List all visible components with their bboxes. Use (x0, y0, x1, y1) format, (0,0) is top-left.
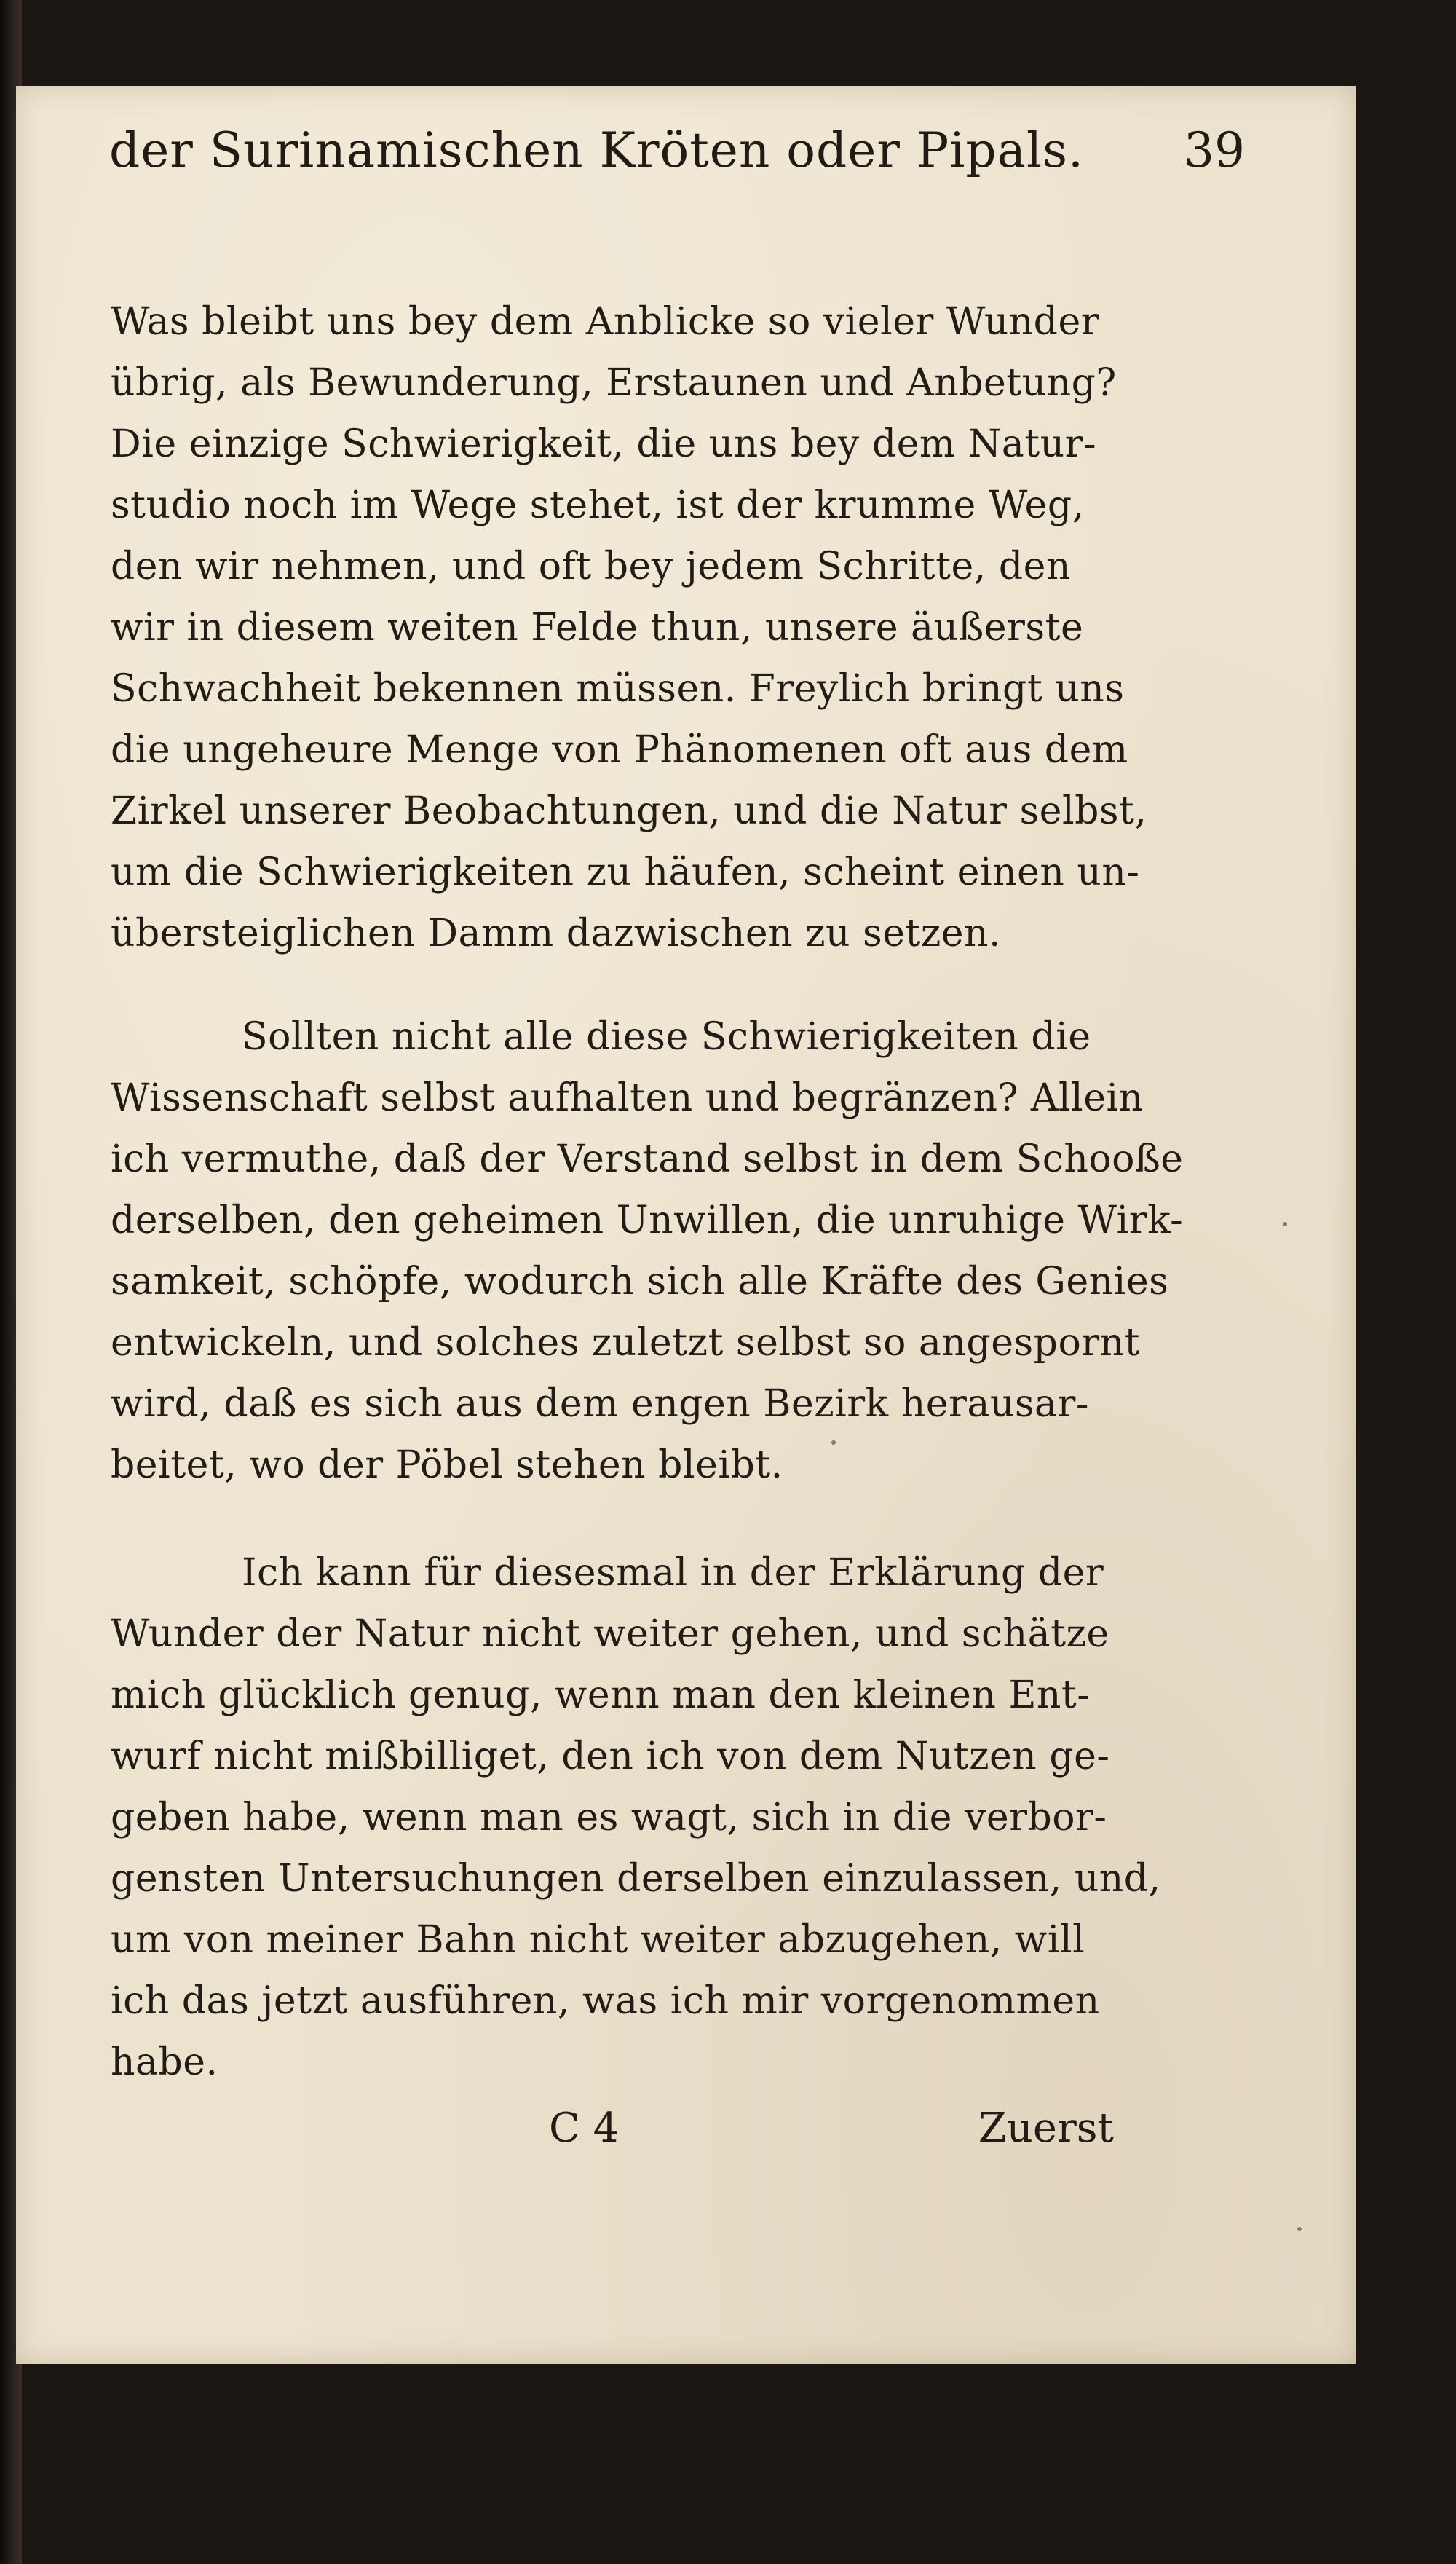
text-line: ich das jetzt ausführen, was ich mir vorgenommen (111, 1979, 1100, 2023)
text-line: samkeit, schöpfe, wodurch sich alle Kräfte des Genies (111, 1260, 1169, 1303)
text-line: übersteiglichen Damm dazwischen zu setzen. (111, 912, 1002, 955)
signature-mark: C 4 (549, 2105, 620, 2152)
text-line: wird, daß es sich aus dem engen Bezirk herausar- (111, 1382, 1089, 1426)
text-line: derselben, den geheimen Unwillen, die unruhige Wirk- (111, 1199, 1184, 1242)
text-line: studio noch im Wege stehet, ist der krumme Weg, (111, 484, 1085, 527)
text-line: beitet, wo der Pöbel stehen bleibt. (111, 1443, 783, 1487)
catchword: Zuerst (978, 2105, 1114, 2152)
text-line: um von meiner Bahn nicht weiter abzugehen, will (111, 1918, 1085, 1962)
text-line: ich vermuthe, daß der Verstand selbst in dem Schooße (111, 1137, 1184, 1181)
paragraph-1 (111, 291, 1147, 964)
page-number: 39 (1184, 122, 1245, 178)
text-line: wir in diesem weiten Felde thun, unsere äußerste (111, 606, 1084, 650)
paper-speck (1297, 2227, 1302, 2231)
text-line: habe. (111, 2040, 218, 2084)
text-line: Wissenschaft selbst aufhalten und begränzen? Allein (111, 1076, 1144, 1120)
text-line: übrig, als Bewunderung, Erstaunen und Anbetung? (111, 361, 1117, 405)
page-footer (109, 2105, 1114, 2170)
text-line: entwickeln, und solches zuletzt selbst so angespornt (111, 1321, 1141, 1365)
text-line: wurf nicht mißbilliget, den ich von dem Nutzen ge- (111, 1735, 1110, 1778)
text-line: Was bleibt uns bey dem Anblicke so vieler Wunder (111, 300, 1100, 344)
running-head (109, 122, 1245, 202)
text-line: Ich kann für diesesmal in der Erklärung der (242, 1551, 1104, 1595)
text-line: den wir nehmen, und oft bey jedem Schritte, den (111, 545, 1071, 588)
paragraph-3 (111, 1542, 1161, 2093)
paragraph-2 (111, 1006, 1184, 1496)
text-line: mich glücklich genug, wenn man den kleinen Ent- (111, 1673, 1091, 1717)
text-line: Die einzige Schwierigkeit, die uns bey dem Natur- (111, 422, 1097, 466)
paper-speck (1283, 1222, 1287, 1226)
text-line: die ungeheure Menge von Phänomenen oft aus dem (111, 728, 1128, 772)
text-line: um die Schwierigkeiten zu häufen, scheint einen un- (111, 851, 1140, 894)
text-line: gensten Untersuchungen derselben einzulassen, und, (111, 1857, 1161, 1901)
text-line: Wunder der Natur nicht weiter gehen, und schätze (111, 1612, 1109, 1656)
text-line: geben habe, wenn man es wagt, sich in die verbor- (111, 1796, 1107, 1839)
text-line: Zirkel unserer Beobachtungen, und die Natur selbst, (111, 789, 1147, 833)
text-line: Sollten nicht alle diese Schwierigkeiten die (242, 1015, 1091, 1059)
text-line: Schwachheit bekennen müssen. Freylich bringt uns (111, 667, 1125, 711)
running-title: der Surinamischen Kröten oder Pipals. (109, 122, 1084, 178)
